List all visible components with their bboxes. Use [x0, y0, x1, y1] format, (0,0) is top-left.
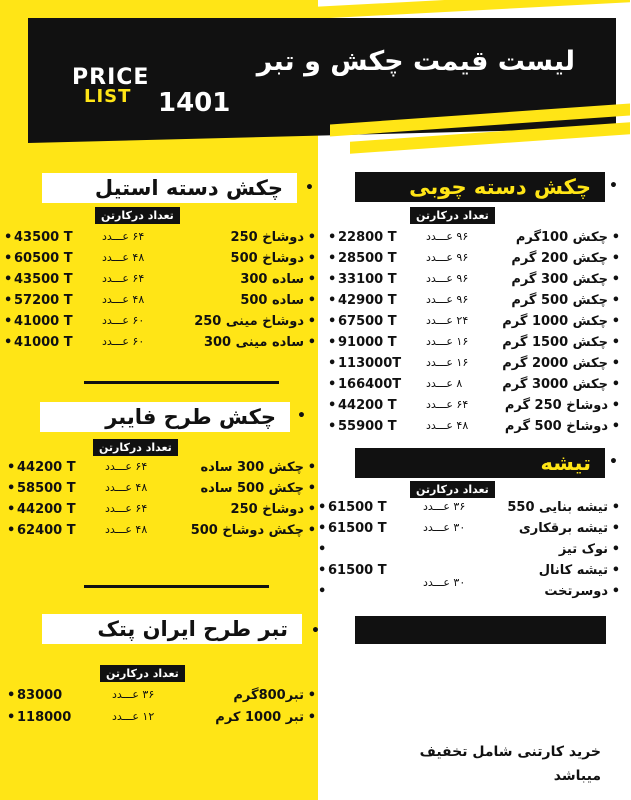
- table-row: [7, 460, 316, 481]
- page-title: لیست قیمت چکش و تبر: [256, 46, 575, 77]
- row-bullet: •: [328, 293, 337, 308]
- item-name: تبر800گرم: [233, 688, 304, 703]
- year-label: 1401: [158, 88, 231, 118]
- row-bullet: •: [611, 500, 620, 515]
- item-count: ۶۴ عـــدد: [105, 502, 148, 515]
- item-name: دوشاخ 250: [230, 230, 304, 245]
- item-price: 43500 T: [14, 230, 73, 245]
- row-bullet: •: [611, 542, 620, 557]
- table-row: [318, 563, 620, 584]
- row-bullet: •: [328, 230, 337, 245]
- row-bullet: •: [328, 398, 337, 413]
- count-header: تعداد درکارتن: [95, 207, 180, 224]
- item-count: ۹۶ عـــدد: [426, 272, 469, 285]
- item-count: ۶۰ عـــدد: [102, 335, 145, 348]
- item-count: ۱۶ عـــدد: [426, 356, 469, 369]
- section-bullet: •: [305, 180, 314, 196]
- item-name: چکش 500 ساده: [200, 481, 304, 496]
- row-bullet: •: [611, 335, 620, 350]
- item-price: 62400 T: [17, 523, 76, 538]
- item-price: 83000: [17, 688, 63, 703]
- row-bullet: •: [307, 481, 316, 496]
- item-name: دوشاخ 500: [230, 251, 304, 266]
- row-bullet: •: [611, 272, 620, 287]
- table-row: [328, 230, 620, 251]
- item-name: چکش 3000 گرم: [502, 377, 608, 392]
- footer-note: خرید کارتنی شامل تخفیف میباشد: [419, 744, 601, 784]
- count-header: تعداد درکارتن: [93, 439, 178, 456]
- row-bullet: •: [307, 688, 316, 703]
- row-bullet: •: [328, 356, 337, 371]
- row-bullet: •: [611, 584, 620, 599]
- row-bullet: •: [7, 460, 16, 475]
- item-name: تیشه کانال: [538, 563, 608, 578]
- section-title-axe: تبر طرح ایران پتک: [42, 614, 302, 644]
- item-count: ۳۰ عـــدد: [423, 576, 466, 589]
- item-count: ۲۴ عـــدد: [426, 314, 469, 327]
- row-bullet: •: [307, 230, 316, 245]
- row-bullet: •: [307, 502, 316, 517]
- item-price: 43500 T: [14, 272, 73, 287]
- table-row: [328, 398, 620, 419]
- row-bullet: •: [328, 314, 337, 329]
- row-bullet: •: [318, 584, 327, 599]
- item-price: 61500 T: [328, 563, 387, 578]
- divider: [84, 381, 279, 384]
- divider: [84, 585, 269, 588]
- row-bullet: •: [328, 251, 337, 266]
- row-bullet: •: [4, 272, 13, 287]
- table-row: [4, 335, 316, 356]
- item-price: 60500 T: [14, 251, 73, 266]
- item-name: دوشاخ 500 گرم: [504, 419, 608, 434]
- item-count: ۴۸ عـــدد: [102, 251, 145, 264]
- table-row: [328, 272, 620, 293]
- table-row: [7, 710, 316, 732]
- item-count: ۴۸ عـــدد: [426, 419, 469, 432]
- count-header: تعداد درکارتن: [410, 481, 495, 498]
- row-bullet: •: [307, 523, 316, 538]
- item-price: 91000 T: [338, 335, 397, 350]
- item-price: 41000 T: [14, 314, 73, 329]
- row-bullet: •: [318, 521, 327, 536]
- fiber-list: [7, 460, 316, 544]
- count-header: تعداد درکارتن: [410, 207, 495, 224]
- item-price: 44200 T: [17, 460, 76, 475]
- section-bullet: •: [609, 178, 618, 194]
- table-row: [328, 314, 620, 335]
- row-bullet: •: [328, 377, 337, 392]
- item-count: ۱۲ عـــدد: [112, 710, 155, 723]
- item-name: ساده 500: [240, 293, 304, 308]
- item-count: ۶۴ عـــدد: [102, 272, 145, 285]
- row-bullet: •: [4, 230, 13, 245]
- item-count: ۴۸ عـــدد: [105, 481, 148, 494]
- row-bullet: •: [307, 460, 316, 475]
- item-price: 58500 T: [17, 481, 76, 496]
- row-bullet: •: [4, 293, 13, 308]
- item-name: دوشاخ 250: [230, 502, 304, 517]
- table-row: [7, 523, 316, 544]
- item-count: ۶۴ عـــدد: [105, 460, 148, 473]
- row-bullet: •: [611, 377, 620, 392]
- item-price: 44200 T: [17, 502, 76, 517]
- table-row: [7, 502, 316, 523]
- table-row: [328, 335, 620, 356]
- item-count: ۶۰ عـــدد: [102, 314, 145, 327]
- row-bullet: •: [307, 710, 316, 725]
- section-title-pickaxe: تیشه: [355, 448, 605, 478]
- section-title-wooden: چکش دسته چوبی: [355, 172, 605, 202]
- row-bullet: •: [611, 563, 620, 578]
- list-logo-word: LIST: [84, 86, 132, 107]
- table-row: [7, 481, 316, 502]
- table-row: [318, 521, 620, 542]
- row-bullet: •: [4, 251, 13, 266]
- row-bullet: •: [611, 314, 620, 329]
- row-bullet: •: [7, 710, 16, 725]
- axe-list: [7, 688, 316, 732]
- item-name: نوک تیز: [558, 542, 608, 557]
- table-row: [4, 230, 316, 251]
- section-title-steel: چکش دسته استیل: [42, 173, 297, 203]
- row-bullet: •: [611, 398, 620, 413]
- item-name: تیشه بنایی 550: [507, 500, 608, 515]
- section-bullet: •: [609, 454, 618, 470]
- table-row: [328, 356, 620, 377]
- row-bullet: •: [611, 521, 620, 536]
- row-bullet: •: [318, 500, 327, 515]
- item-price: 67500 T: [338, 314, 397, 329]
- table-row: [7, 688, 316, 710]
- item-name: ساده مینی 300: [203, 335, 304, 350]
- item-name: دوسرتخت: [544, 584, 608, 599]
- table-row: [4, 314, 316, 335]
- row-bullet: •: [611, 293, 620, 308]
- row-bullet: •: [4, 314, 13, 329]
- item-price: 44200 T: [338, 398, 397, 413]
- item-name: چکش دوشاخ 500: [190, 523, 304, 538]
- table-row: [4, 293, 316, 314]
- row-bullet: •: [7, 502, 16, 517]
- item-price: 42900 T: [338, 293, 397, 308]
- item-name: چکش 300 ساده: [200, 460, 304, 475]
- item-name: چکش 2000 گرم: [502, 356, 608, 371]
- item-count: ۳۶ عـــدد: [423, 500, 466, 513]
- item-count: ۹۶ عـــدد: [426, 230, 469, 243]
- row-bullet: •: [307, 272, 316, 287]
- section-bullet: •: [297, 408, 306, 424]
- item-price: 57200 T: [14, 293, 73, 308]
- item-count: ۹۶ عـــدد: [426, 251, 469, 264]
- item-price: 113000T: [338, 356, 402, 371]
- item-price: 166400T: [338, 377, 402, 392]
- item-name: ساده 300: [240, 272, 304, 287]
- count-header: تعداد درکارتن: [100, 665, 185, 682]
- row-bullet: •: [4, 335, 13, 350]
- table-row: [328, 251, 620, 272]
- item-name: تبر 1000 کرم: [215, 710, 304, 725]
- section-title-fiber: چکش طرح فایبر: [40, 402, 290, 432]
- item-name: تیشه برقکاری: [518, 521, 608, 536]
- item-count: ۳۰ عـــدد: [423, 521, 466, 534]
- row-bullet: •: [611, 230, 620, 245]
- steel-list: [4, 230, 316, 356]
- table-row: [328, 293, 620, 314]
- pickaxe-list: [318, 500, 620, 605]
- row-bullet: •: [328, 272, 337, 287]
- item-count: ۴۸ عـــدد: [105, 523, 148, 536]
- table-row: [4, 251, 316, 272]
- table-row: [4, 272, 316, 293]
- table-row: [318, 542, 620, 563]
- row-bullet: •: [328, 419, 337, 434]
- item-price: 61500 T: [328, 500, 387, 515]
- row-bullet: •: [7, 481, 16, 496]
- item-name: چکش 500 گرم: [511, 293, 608, 308]
- item-count: ۶۴ عـــدد: [426, 398, 469, 411]
- row-bullet: •: [611, 419, 620, 434]
- item-price: 55900 T: [338, 419, 397, 434]
- row-bullet: •: [7, 688, 16, 703]
- item-count: ۶۴ عـــدد: [102, 230, 145, 243]
- item-name: چکش 300 گرم: [511, 272, 608, 287]
- row-bullet: •: [307, 293, 316, 308]
- item-count: ۹۶ عـــدد: [426, 293, 469, 306]
- table-row: [328, 377, 620, 398]
- section-bullet: •: [311, 623, 320, 639]
- row-bullet: •: [611, 356, 620, 371]
- row-bullet: •: [307, 251, 316, 266]
- price-logo-word: PRICE: [72, 65, 150, 90]
- item-name: دوشاخ 250 گرم: [504, 398, 608, 413]
- item-name: چکش 200 گرم: [511, 251, 608, 266]
- item-name: چکش 100گرم: [515, 230, 608, 245]
- item-name: دوشاخ مینی 250: [194, 314, 304, 329]
- row-bullet: •: [318, 542, 327, 557]
- table-row: [318, 576, 620, 605]
- item-price: 22800 T: [338, 230, 397, 245]
- item-name: چکش 1500 گرم: [502, 335, 608, 350]
- table-row: [318, 500, 620, 521]
- row-bullet: •: [318, 563, 327, 578]
- table-row: [328, 419, 620, 440]
- item-count: ۱۶ عـــدد: [426, 335, 469, 348]
- item-price: 33100 T: [338, 272, 397, 287]
- row-bullet: •: [307, 314, 316, 329]
- row-bullet: •: [611, 251, 620, 266]
- row-bullet: •: [307, 335, 316, 350]
- item-price: 41000 T: [14, 335, 73, 350]
- item-count: ۳۶ عـــدد: [112, 688, 155, 701]
- row-bullet: •: [7, 523, 16, 538]
- item-name: چکش 1000 گرم: [502, 314, 608, 329]
- item-count: ۴۸ عـــدد: [102, 293, 145, 306]
- item-price: 61500 T: [328, 521, 387, 536]
- empty-black-bar: [355, 616, 606, 644]
- item-count: ۸ عـــدد: [426, 377, 463, 390]
- row-bullet: •: [328, 335, 337, 350]
- item-price: 118000: [17, 710, 72, 725]
- item-price: 28500 T: [338, 251, 397, 266]
- wooden-list: [328, 230, 620, 440]
